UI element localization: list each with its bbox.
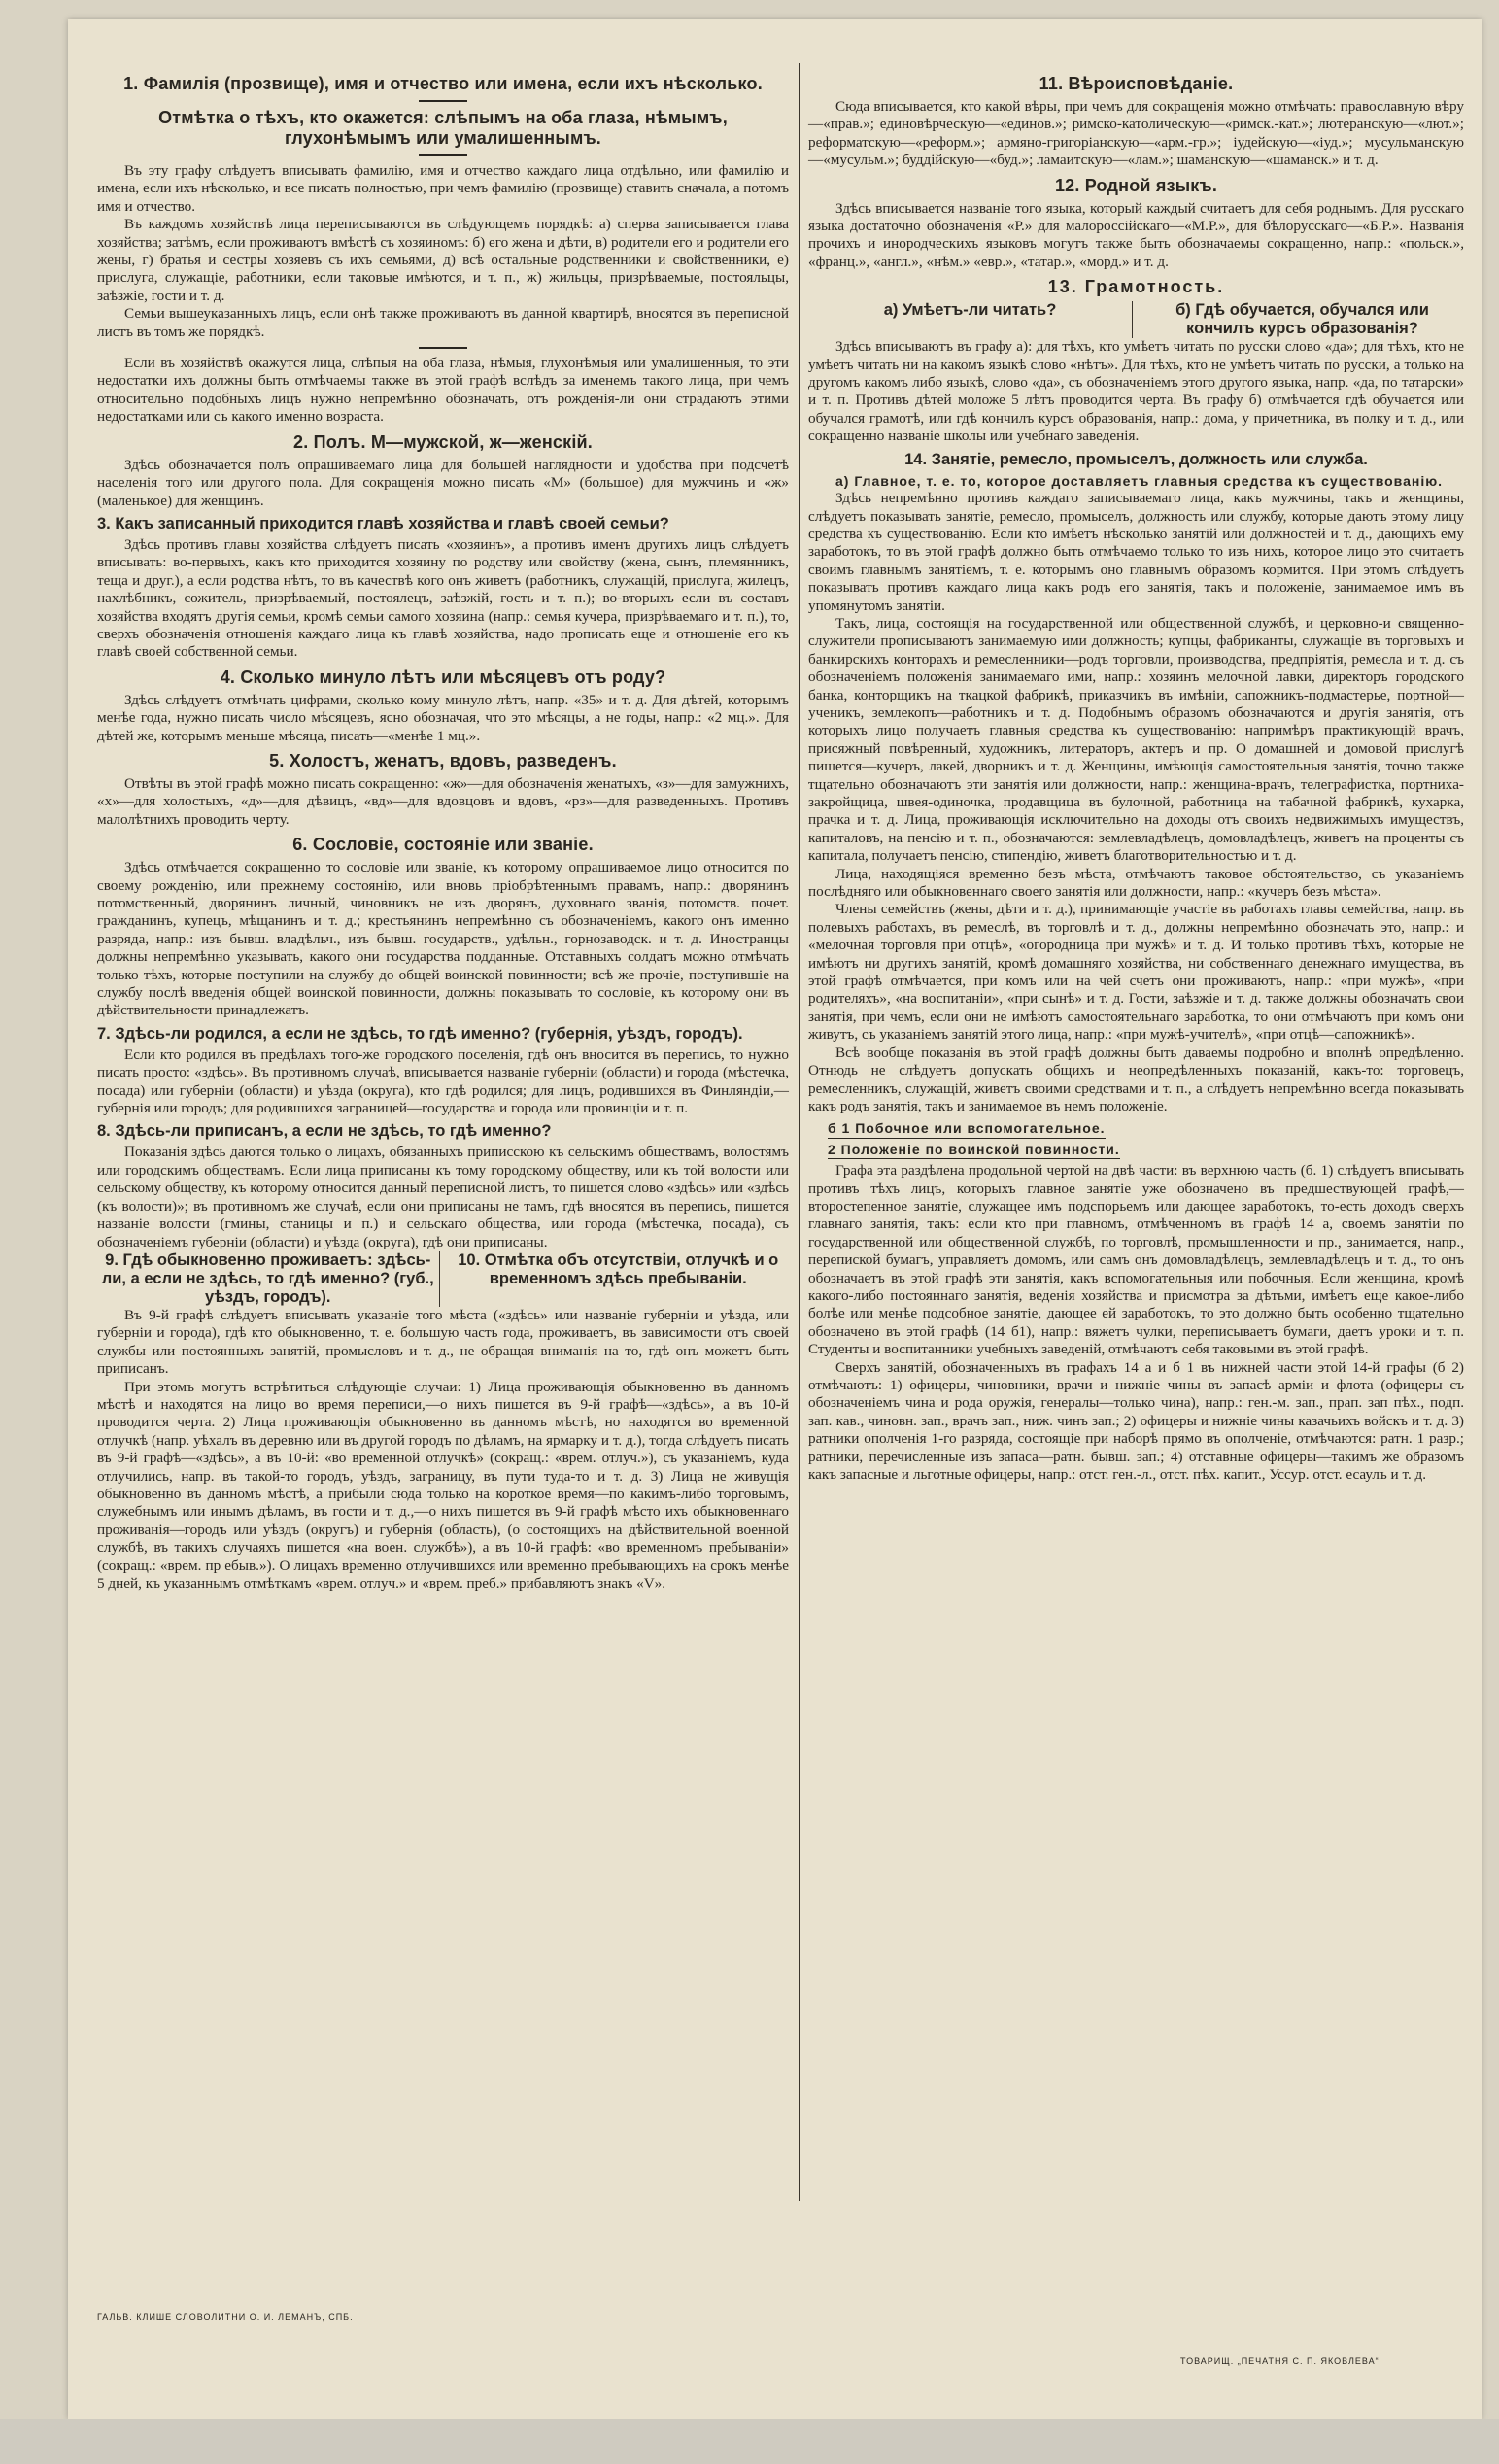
section-13b-title: б) Гдѣ обучается, обучался или кончилъ курсъ образованія? — [1132, 301, 1464, 338]
section-7-title: 7. Здѣсь-ли родился, а если не здѣсь, то гдѣ именно? (губернія, уѣздъ, городъ). — [97, 1024, 743, 1043]
paragraph: Въ каждомъ хозяйствѣ лица переписываются въ слѣдующемъ порядкѣ: а) сперва записывается глава хозяйства; затѣмъ, если проживаютъ вмѣстѣ съ хозяиномъ: б) его жена и дѣти, в) родители его и родители его жены, г) братья и сестры хозяевъ съ ихъ семьями, д) всѣ остальные родственники и свойственники, е) прислуга, служащіе, работники, если таковые имѣются, и т. п., ж) жильцы, призрѣваемые, постояльцы, заѣзжіе, гости и т. д. — [97, 216, 790, 304]
paragraph: Такъ, лица, состоящія на государственной или общественной службѣ, и церковно-и священно-служители прописываютъ занимаемую ими должность; купцы, фабриканты, служащіе въ торговыхъ и банкирскихъ конторахъ и ремесленники—родъ торговли, производства, предпріятія, ремесла и т. д. съ обозначеніемъ положенія занимаемаго ими, напр.: хозяинъ мелочной лавки, директоръ городского банка, конторщикъ на ткацкой фабрикѣ, приказчикъ въ имѣніи, сапожникъ-подмастерье, портной—ученикъ, землекопъ—работникъ и т. д. Подобнымъ образомъ обозначаются и другія занятія, отъ которыхъ лицо получаетъ главныя средства къ существованію: напримѣръ практикующій врачъ, присяжный повѣренный, художникъ, литераторъ, актеръ и пр. О домашней и домовой прислугѣ пишется—кучеръ, лакей, дворникъ и т. д. Женщины, имѣющія самостоятельныя занятія, точно также тщательно обозначаютъ эти занятія или должности, напр.: женщина-врачъ, телеграфистка, портниха-закройщица, швея-одиночка, продавщица въ булочной, работница на табачной фабрикѣ, кухарка, прачка и т. д. Лица, проживающія исключительно на доходы отъ своихъ недвижимыхъ имуществъ, капиталовъ, на пенсію и т. п., обозначаются: землевладѣлецъ, домовладѣлецъ, живетъ на проценты съ капитала, получаетъ пенсію, стипендію, живетъ благотворительностью и т. д. — [808, 614, 1464, 865]
section-3-title: 3. Какъ записанный приходится главѣ хозяйства и главѣ своей семьи? — [97, 514, 669, 532]
paragraph: Графа эта раздѣлена продольной чертой на двѣ части: въ верхнюю часть (б. 1) слѣдуетъ вписывать противъ тѣхъ лицъ, которыхъ главное занятіе уже обозначено въ предшествующей графѣ,—второстепенное занятіе, служащее имъ подспорьемъ или дающее заработокъ, то-есть доходъ сверхъ главнаго занятія, такъ: если кто при главномъ, отмѣченномъ въ графѣ 14 а, своемъ занятіи по государственной или общественной службѣ, по торговлѣ, промышленности и пр., занимается, напр., перепиской бумагъ, управляетъ домомъ, или самъ онъ домовладѣлецъ, землевладѣлецъ и т. д., то онъ обозначаетъ въ этой графѣ эти занятія, какъ вспомогательныя или побочныя. Если женщина, кромѣ какого-либо постояннаго занятія, веденія хозяйства и присмотра за дѣтьми, имѣетъ еще какое-либо болѣе или менѣе подсобное занятіе, дающее ей заработокъ, то это должно быть особенно тщательно обозначено въ этой графѣ (14 б1), напр.: вяжетъ чулки, переписываетъ бумаги, даетъ уроки и т. п. Студенты и воспитанники учебныхъ заведеній, отмѣчаютъ себя таковыми въ этой графѣ. — [808, 1162, 1464, 1358]
section-1-title: 1. Фамилія (прозвище), имя и отчество или имена, если ихъ нѣсколько. — [123, 74, 763, 93]
section-10-title: 10. Отмѣтка объ отсутствіи, отлучкѣ и о временномъ здѣсь пребываніи. — [439, 1251, 790, 1307]
section-8-title: 8. Здѣсь-ли приписанъ, а если не здѣсь, то гдѣ именно? — [97, 1122, 552, 1141]
document-sheet — [68, 19, 1482, 2419]
section-1-subtitle: Отмѣтка о тѣхъ, кто окажется: слѣпымъ на оба глаза, нѣмымъ, глухонѣмымъ или умалишеннымъ. — [158, 108, 728, 148]
paragraph: Здѣсь противъ главы хозяйства слѣдуетъ писать «хозяинъ», а противъ именъ другихъ лицъ слѣдуетъ вписывать: во-первыхъ, какъ кто приходится хозяину по родству или свойству (жена, сынъ, племянникъ, теща и друг.), а если родства нѣтъ, то въ качествѣ кого онъ живетъ (работникъ, служащій, прислуга, жилецъ, нахлѣбникъ, сожитель, призрѣваемый, постоялецъ, заѣзжій, гость и т. п.); во-вторыхъ если въ составъ хозяйства входятъ другія семьи, кромѣ семьи самого хозяина (напр.: семья кучера, призрѣваемаго и т. п.), то, сверхъ обозначенія отношенія каждаго лица къ главѣ хозяйства, надо прописать еще и отношеніе его къ главѣ своей собственной семьи. — [97, 535, 789, 661]
paragraph: Здѣсь отмѣчается сокращенно то сословіе или званіе, къ которому опрашиваемое лицо относится по своему рожденію, или прежнему состоянію, или вновь пріобрѣтеннымъ правамъ, напр.: дворянинъ потомственный, дворянинъ личный, чиновникъ не изъ дворянъ, духовнаго званія, потомств. почет. гражданинъ, купецъ, мѣщанинъ и т. д.; крестьянинъ непремѣнно съ обозначеніемъ, какого онъ именно разряда, напр.: изъ бывш. владѣльч., изъ бывш. государств., удѣльн., горнозаводск. и т. д. Иностранцы должны непремѣнно указывать, какого они государства подданные. Отставныхъ солдатъ можно отмѣчать только тѣхъ, которые поступили на службу до общей воинской повинности; всѣ же прочіе, поступившіе на службу послѣ введенія общей воинской повинности, должны показывать то сословіе, къ которому они въ дѣйствительности принадлежатъ. — [97, 859, 789, 1019]
paragraph: Здѣсь слѣдуетъ отмѣчать цифрами, сколько кому минуло лѣтъ, напр. «35» и т. д. Для дѣтей, которымъ менѣе года, нужно писать число мѣсяцевъ, ясно обозначая, что это мѣсяцы, а не годы, напр.: «2 мц.». Для дѣтей же, которымъ меньше мѣсяца, писать—«менѣе 1 мц.». — [97, 691, 789, 744]
paragraph: Въ эту графу слѣдуетъ вписывать фамилію, имя и отчество каждаго лица отдѣльно, или фамилію и имена, если ихъ нѣсколько, и все писать полностью, при чемъ фамилію (прозвище) ставить сначала, а потомъ имя и отчество. — [97, 162, 789, 215]
column-divider — [799, 63, 800, 2201]
paragraph: Въ 9-й графѣ слѣдуетъ вписывать указаніе того мѣста («здѣсь» или названіе губерніи и уѣзда, или губерніи и города), гдѣ кто обыкновенно, т. е. большую часть года, проживаетъ, въ зависимости отъ своей службы или постоянныхъ занятій, промысловъ и т. д., не обращая вниманія на то, гдѣ онъ можетъ быть приписанъ. — [97, 1306, 789, 1378]
paragraph: Здѣсь вписываютъ въ графу а): для тѣхъ, кто умѣетъ читать по русски слово «да»; для тѣхъ, кто не умѣетъ читать ни на какомъ языкѣ слово «нѣтъ». Для тѣхъ, кто не умѣетъ читать по русски, а только на другомъ какомъ либо языкѣ, слово «да», съ обозначеніемъ этого другого языка, напр. «да, по татарски» и т. п. Противъ дѣтей моложе 5 лѣтъ проводится черта. Въ графу б) отмѣчается гдѣ обучается или обучался грамотѣ, или гдѣ кончилъ курсъ образованія, напр.: дома, у причетника, въ полку и т. д., или сокращенно названіе школы или учебнаго заведенія. — [808, 338, 1464, 445]
paragraph: Если въ хозяйствѣ окажутся лица, слѣпыя на оба глаза, нѣмыя, глухонѣмыя или умалишенныя, то эти недостатки ихъ должны быть отмѣчаемы также въ этой графѣ вслѣдъ за именемъ такого лица, при чемъ относительно подобныхъ лицъ нужно непремѣнно обозначать, отъ рожденія-ли они страдаютъ этими недостатками или съ какого именно возраста. — [97, 355, 789, 426]
paragraph: Сюда вписывается, кто какой вѣры, при чемъ для сокращенія можно отмѣчать: православную вѣру—«прав.»; единовѣрческую—«единов.»; римско-католическую—«римск.-кат.»; лютеранскую—«лют.»; реформатскую—«реформ.»; армяно-григоріанскую—«арм.-гр.»; іудейскую—«іуд.»; мусульманскую—«мусульм.»; буддійскую—«буд.»; ламаитскую—«лам.»; шаманскую—«шаманск.» и т. д. — [808, 98, 1464, 169]
section-13-title: 13. Грамотность. — [1047, 277, 1225, 297]
section-2-title: 2. Полъ. М—мужской, ж—женскій. — [293, 431, 593, 452]
section-11-title: 11. Вѣроисповѣданіе. — [1039, 74, 1234, 93]
paragraph: Сверхъ занятій, обозначенныхъ въ графахъ 14 а и б 1 въ нижней части этой 14-й графы (б 2) отмѣчаютъ: 1) офицеры, чиновники, врачи и нижніе чины въ запасѣ арміи и флота (офицеры съ обозначеніемъ чина и рода оружія, генералы—только чина), напр.: ген.-м. зап., прап. зап пѣх., подп. зап. кав., чиновн. зап., врачъ зап., ниж. чинъ зап.; 2) офицеры и нижніе чины казачьихъ войскъ и т. д. 3) ратники ополченія 1-го разряда, состоящіе при наборѣ прямо въ ополченіе, отмѣчаются: ратн. 1 разр.; ратники, перечисленные изъ запаса—ратн. бывш. зап.; 4) отставные офицеры—такимъ же образомъ какъ запасные и льготные офицеры, напр.: отст. ген.-л., отст. пѣх. капит., Уссур. отст. есаулъ и т. д. — [808, 1358, 1464, 1484]
left-column — [97, 68, 789, 1592]
divider-rule — [419, 154, 467, 156]
paragraph: Здѣсь вписывается названіе того языка, который каждый считаетъ для себя роднымъ. Для русскаго языка достаточно обозначенія «Р.» для малороссійскаго—«М.Р.», для бѣлорусскаго—«Б.Р.». Названія прочихъ и инородческихъ языковъ могутъ также быть обозначаемы сокращенно, напр.: «польск.», «франц.», «англ.», «нѣм.» «евр.», «татар.», «морд.» и т. д. — [808, 199, 1464, 270]
paragraph: Здѣсь непремѣнно противъ каждаго записываемаго лица, какъ мужчины, такъ и женщины, слѣдуетъ показывать занятіе, ремесло, промыселъ, должность или службу, которые даютъ этому лицу средства къ существованію. Если кто имѣетъ нѣсколько занятій или должностей и т. д., дающихъ ему заработокъ, то въ этой графѣ должно быть отмѣчаемо только то изъ нихъ, которое лицо это считаетъ своимъ главнымъ занятіемъ, т. е. которымъ оно главнымъ образомъ кормится. При этомъ слѣдуетъ показывать противъ каждаго лица какъ родъ его занятія, такъ и положеніе, занимаемое имъ въ упомянутомъ занятіи. — [808, 490, 1464, 614]
printer-credit-left: ГАЛЬВ. КЛИШЕ СЛОВОЛИТНИ О. И. ЛЕМАНЪ, СПБ. — [97, 2312, 354, 2322]
paragraph: Всѣ вообще показанія въ этой графѣ должны быть даваемы подробно и вполнѣ опредѣленно. Отнюдь не слѣдуетъ допускать общихъ и неопредѣленныхъ показаній, какъ-то: торговецъ, ремесленникъ, служащій, живетъ своими средствами и т. п., а слѣдуетъ непремѣнно всегда показывать какъ родъ занятія, такъ и занимаемое въ немъ положеніе. — [808, 1044, 1464, 1114]
sections-9-10-headers — [97, 1251, 789, 1307]
right-column — [808, 68, 1464, 1484]
section-14-title: 14. Занятіе, ремесло, промыселъ, должность или служба. — [904, 450, 1368, 468]
divider-rule — [419, 347, 467, 349]
paragraph: Здѣсь обозначается полъ опрашиваемаго лица для большей наглядности и удобства при подсчетѣ населенія того или другого пола. Для сокращенія можно писать «М» (большое) для мужчинъ и «ж» (маленькое) для женщинъ. — [97, 456, 789, 509]
paragraph: Отвѣты въ этой графѣ можно писать сокращенно: «ж»—для обозначенія женатыхъ, «з»—для замужнихъ, «х»—для холостыхъ, «д»—для дѣвицъ, «вд»—для вдовцовъ и вдовъ, «рз»—для разведенныхъ. Противъ малолѣтнихъ проводить черту. — [97, 774, 789, 828]
paragraph: Показанія здѣсь даются только о лицахъ, обязанныхъ приписскою къ сельскимъ обществамъ, волостямъ или городскимъ обществамъ. Если лица приписаны къ тому городскому обществу, или къ той волости или сельскому обществу, къ которому относится данный переписной листъ, то пишется слово «здѣсь» или «здѣсь (къ волости)»; въ противномъ же случаѣ, если они приписаны не тамъ, гдѣ вносятся въ перепись, пишется названіе волости (гмины, станицы и п.) и сельскаго общества, или города (мѣстечка, посада), съ обозначеніемъ губерніи (области) и уѣзда (округа), гдѣ они приписаны. — [97, 1144, 789, 1250]
scan-background — [0, 2419, 1499, 2464]
paragraph: Если кто родился въ предѣлахъ того-же городского поселенія, гдѣ онъ вносится въ перепись, то нужно писать просто: «здѣсь». Въ противномъ случаѣ, вписывается названіе губерніи (области) и города (мѣстечка, посада) или губерніи (области) и уѣзда (округа), кто гдѣ родился; для лицъ, родившихся въ Финляндіи,—губернія или городъ; для родившихся заграницей—государства и города или провинціи и т. п. — [97, 1045, 789, 1117]
section-13-subheaders — [808, 301, 1464, 338]
section-13a-title: а) Умѣетъ-ли читать? — [883, 301, 1057, 320]
section-14b2-title: 2 Положеніе по воинской повинности. — [828, 1141, 1120, 1159]
paragraph: При этомъ могутъ встрѣтиться слѣдующіе случаи: 1) Лица проживающія обыкновенно въ данномъ мѣстѣ и находятся на лицо во время переписи,—о нихъ пишется въ 9-й графѣ—«здѣсь», а въ 10-й проводится черта. 2) Лица проживающія обыкновенно въ данномъ мѣстѣ, но находятся во временной отлучкѣ (напр. уѣхалъ въ деревню или въ другой городъ по дѣламъ, на ярмарку и т. д.), тогда слѣдуетъ писать въ 9-й графѣ—«здѣсь», а въ 10-й: «во временной отлучкѣ» (сокращ.: «врем. отлуч.»), съ указаніемъ, куда отлучились, напр. въ такой-то городъ, уѣздъ, заграницу, въ пути туда-то и т. д. 3) Лица не живущія обыкновенно въ данномъ мѣстѣ, а прибыли сюда только на короткое время—по какимъ-либо торговымъ, служебнымъ или инымъ дѣламъ, въ гости и т. д.,—о нихъ пишется въ 9-й графѣ мѣсто ихъ обыкновеннаго проживанія—городъ или уѣздъ (округъ) и губернія (область), (о состоящихъ на дѣйствительной военной службѣ, въ такихъ случаяхъ пишется «на воен. службѣ»), а въ 10-й графѣ: «во временномъ пребываніи» (сокращ.: «врем. пр ебыв.»). О лицахъ временно отлучившихся или временно пребывающихъ на срокъ менѣе 5 дней, къ указаннымъ отмѣткамъ «врем. отлуч.» и «врем. преб.» прибавляютъ знакъ «V». — [97, 1378, 789, 1591]
section-6-title: 6. Сословіе, состояніе или званіе. — [292, 835, 594, 855]
paragraph: Члены семействъ (жены, дѣти и т. д.), принимающіе участіе въ работахъ главы семейства, напр. въ полевыхъ работахъ, въ ремеслѣ, въ торговлѣ и т. д., должны непремѣнно обозначать это, напр.: и «мелочная торговля при отцѣ», «огородница при мужѣ» и т. д. И только противъ тѣхъ, которые не имѣютъ ни другихъ занятій, кромѣ домашняго хозяйства, ни собственнаго денежнаго имущества, въ этой графѣ отмѣчается, при комъ или на чей счетъ они проживаютъ, напр.: «при мужѣ», «при родителяхъ», «на воспитаніи», «при сынѣ» и т. д. Гости, заѣзжіе и т. д. также должны обозначать свои занятія, при чемъ, если они не имѣютъ самостоятельнаго заработка, то они отмѣчаютъ при комъ они живутъ, съ указаніемъ занятій этого лица, напр.: «при мужѣ-учителѣ», «при отцѣ—сапожникѣ». — [808, 901, 1464, 1044]
paragraph: Лица, находящіяся временно безъ мѣста, отмѣчаютъ таковое обстоятельство, съ указаніемъ послѣдняго или обыкновеннаго своего занятія или должности, напр.: «кучеръ безъ мѣста». — [808, 865, 1464, 901]
section-4-title: 4. Сколько минуло лѣтъ или мѣсяцевъ отъ роду? — [220, 667, 666, 687]
printer-credit-right: ТОВАРИЩ. „ПЕЧАТНЯ С. П. ЯКОВЛЕВА“ — [1180, 2356, 1380, 2366]
section-14b1-title: б 1 Побочное или вспомогательное. — [828, 1119, 1106, 1138]
divider-rule — [419, 100, 467, 102]
section-14a-title: а) Главное, т. е. то, которое доставляетъ главныя средства къ существованію. — [835, 472, 1444, 489]
paragraph: Семьи вышеуказанныхъ лицъ, если онѣ также проживаютъ въ данной квартирѣ, вносятся въ переписной листъ въ томъ же порядкѣ. — [97, 305, 789, 340]
section-5-title: 5. Холостъ, женатъ, вдовъ, разведенъ. — [269, 750, 617, 770]
section-9-title: 9. Гдѣ обыкновенно проживаетъ: здѣсь-ли, а если не здѣсь, то гдѣ именно? (губ., уѣздъ, городъ). — [101, 1250, 434, 1306]
section-12-title: 12. Родной языкъ. — [1054, 175, 1218, 195]
